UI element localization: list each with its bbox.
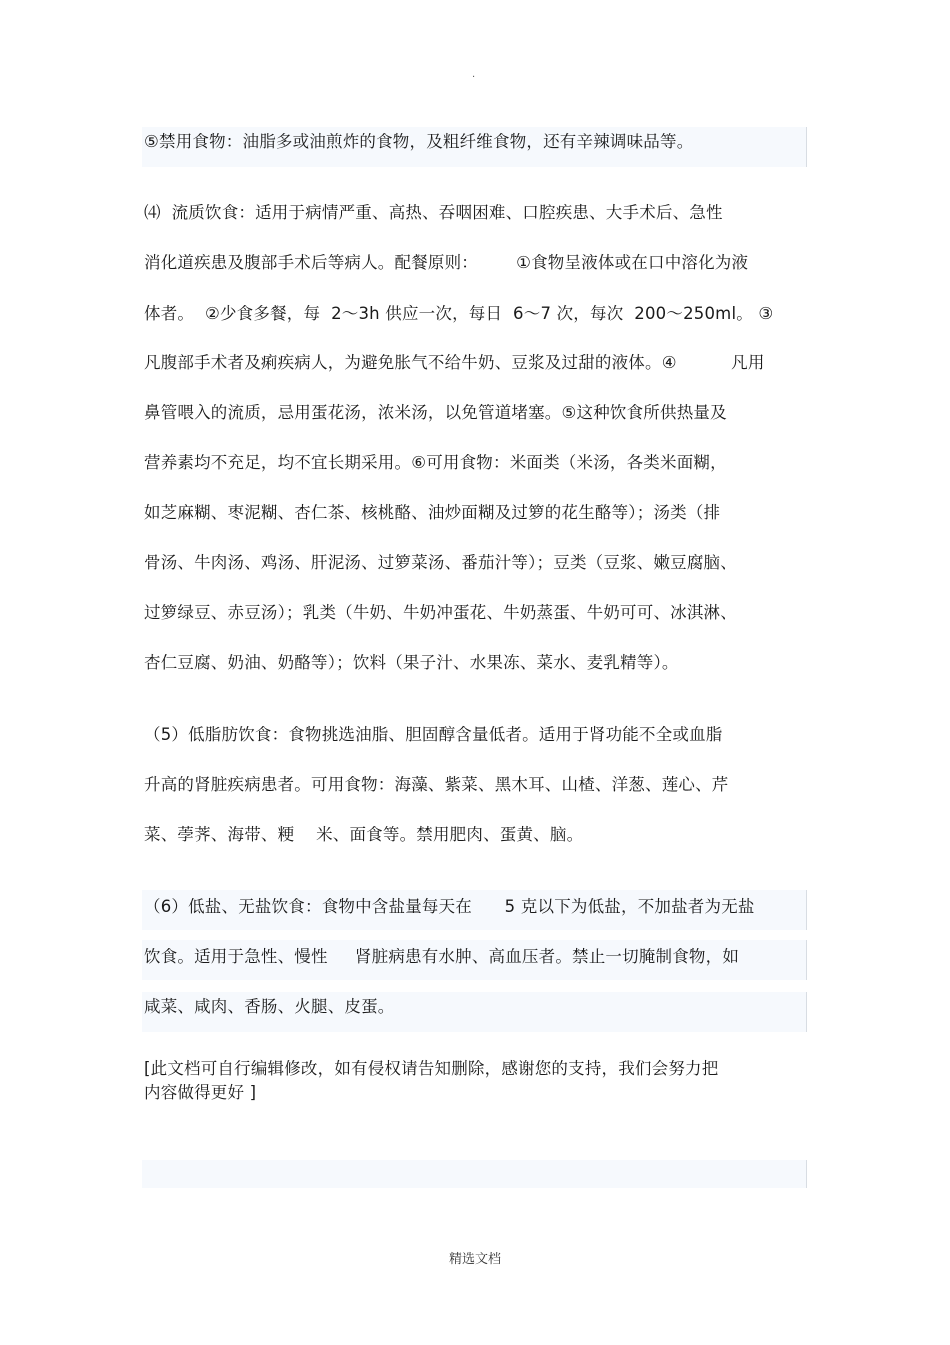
text-line: 营养素均不充足，均不宜长期采用。⑥可用食物：米面类（米汤，各类米面糊， bbox=[144, 453, 727, 472]
highlight-band bbox=[142, 1160, 807, 1188]
page-footer: 精选文档 bbox=[448, 1252, 501, 1267]
text-line: 骨汤、牛肉汤、鸡汤、肝泥汤、过箩菜汤、番茄汁等）；豆类（豆浆、嫩豆腐脑、 bbox=[144, 553, 737, 572]
text-line: [此文档可自行编辑修改，如有侵权请告知删除，感谢您的支持，我们会努力把 bbox=[144, 1059, 719, 1078]
text-line: 体者。 ②少食多餐，每 2～3h 供应一次，每日 6～7 次，每次 200～250ml。 ③ bbox=[144, 304, 774, 323]
text-line: 鼻管喂入的流质，忌用蛋花汤，浓米汤，以免管道堵塞。⑤这种饮食所供热量及 bbox=[144, 403, 727, 422]
text-line: 咸菜、咸肉、香肠、火腿、皮蛋。 bbox=[144, 997, 395, 1016]
text-line: 过箩绿豆、赤豆汤）；乳类（牛奶、牛奶冲蛋花、牛奶蒸蛋、牛奶可可、冰淇淋、 bbox=[144, 603, 737, 622]
text-line: ⑷ 流质饮食：适用于病情严重、高热、吞咽困难、口腔疾患、大手术后、急性 bbox=[144, 203, 723, 222]
text-line: 内容做得更好 ] bbox=[144, 1083, 257, 1102]
text-line: 饮食。适用于急性、慢性 肾脏病患有水肿、高血压者。禁止一切腌制食物，如 bbox=[144, 947, 740, 966]
text-line: （6）低盐、无盐饮食：食物中含盐量每天在 5 克以下为低盐，不加盐者为无盐 bbox=[144, 897, 755, 916]
text-line: 消化道疾患及腹部手术后等病人。配餐原则： ①食物呈液体或在口中溶化为液 bbox=[144, 253, 749, 272]
text-line: ⑤禁用食物：油脂多或油煎炸的食物，及粗纤维食物，还有辛辣调味品等。 bbox=[144, 132, 694, 151]
text-line: 升高的肾脏疾病患者。可用食物：海藻、紫菜、黑木耳、山楂、洋葱、莲心、芹 bbox=[144, 775, 729, 794]
text-line: 凡腹部手术者及痢疾病人，为避免胀气不给牛奶、豆浆及过甜的液体。④ 凡用 bbox=[144, 353, 765, 372]
header-dot: · bbox=[472, 72, 476, 83]
text-line: 杏仁豆腐、奶油、奶酪等）；饮料（果子汁、水果冻、菜水、麦乳精等）。 bbox=[144, 653, 679, 672]
text-line: （5）低脂肪饮食：食物挑选油脂、胆固醇含量低者。适用于肾功能不全或血脂 bbox=[144, 725, 723, 744]
text-line: 菜、荸荠、海带、粳 米、面食等。禁用肥肉、蛋黄、脑。 bbox=[144, 825, 584, 844]
text-line: 如芝麻糊、枣泥糊、杏仁茶、核桃酪、油炒面糊及过箩的花生酪等）；汤类（排 bbox=[144, 503, 721, 522]
